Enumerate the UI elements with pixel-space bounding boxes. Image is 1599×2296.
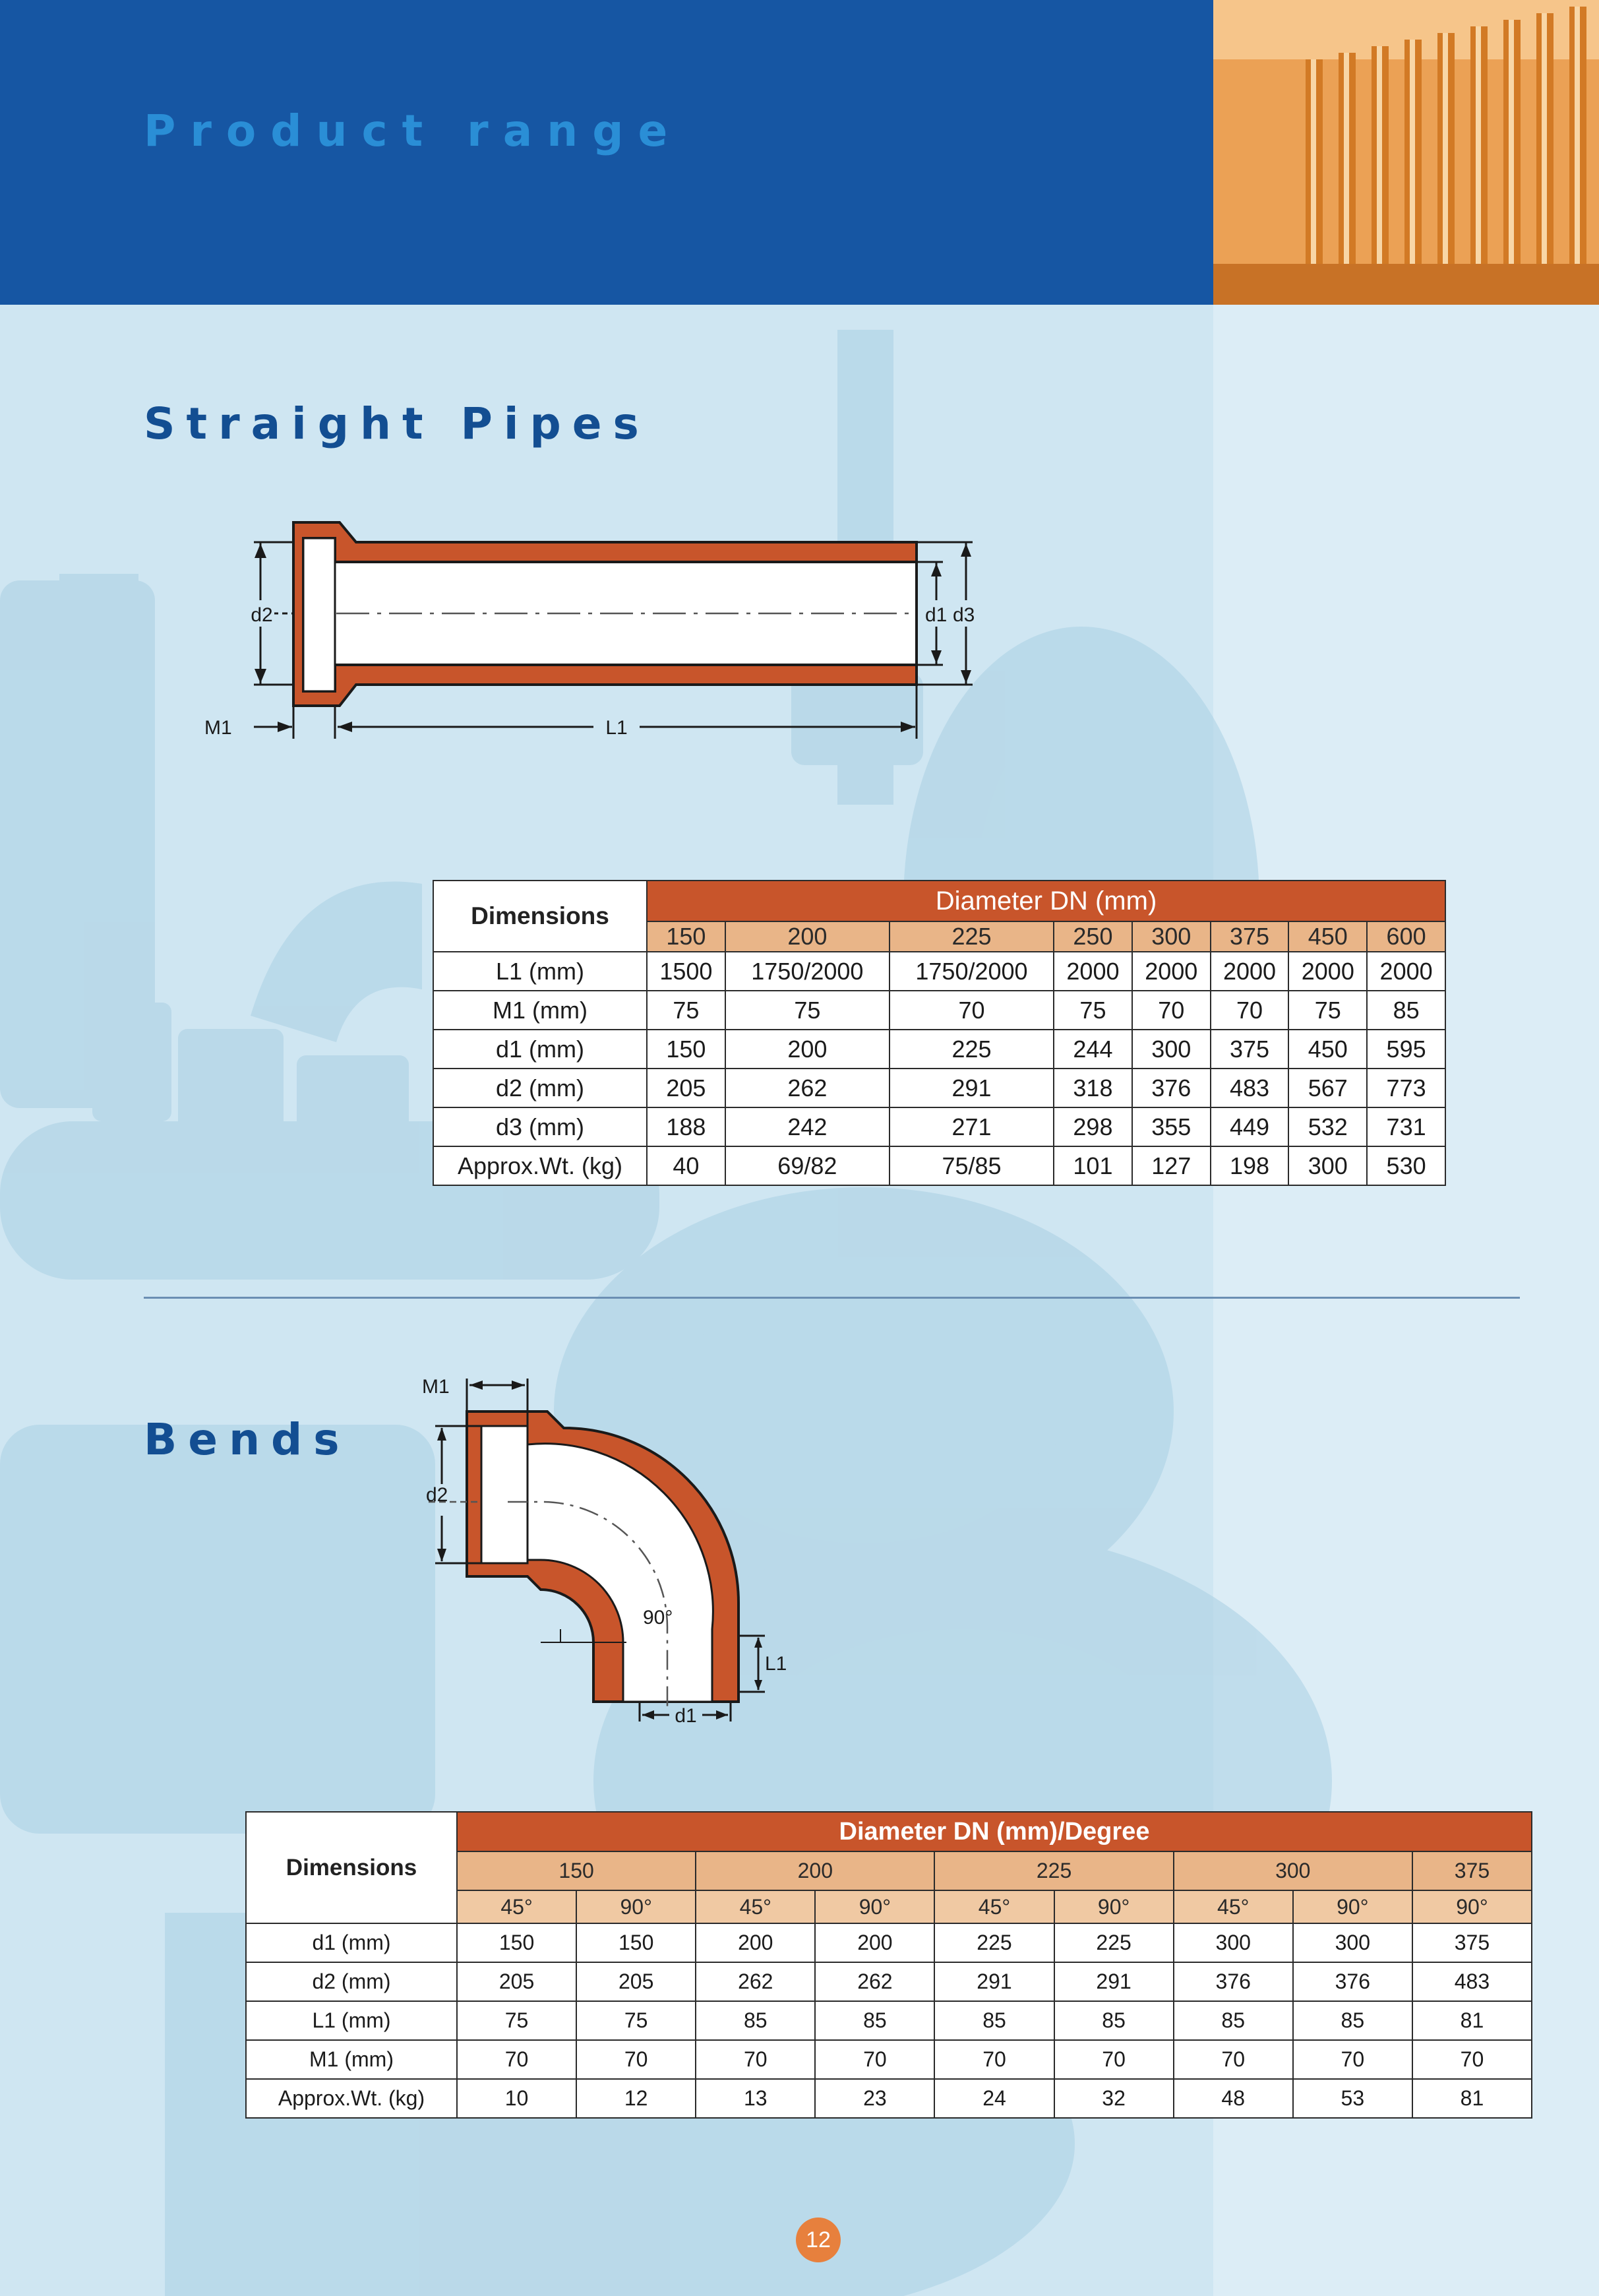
table-row bbox=[433, 991, 1445, 1030]
table-cell: 70 bbox=[457, 2040, 576, 2079]
table-cell: 298 bbox=[1054, 1107, 1132, 1146]
table-cell: 2000 bbox=[1132, 952, 1211, 991]
straight-pipes-title: Straight Pipes bbox=[144, 398, 650, 449]
row-label: M1 (mm) bbox=[246, 2040, 457, 2079]
table-cell: 242 bbox=[725, 1107, 890, 1146]
row-label: L1 (mm) bbox=[246, 2001, 457, 2040]
table-cell: 10 bbox=[457, 2079, 576, 2118]
table-cell: 731 bbox=[1367, 1107, 1445, 1146]
row-label: d2 (mm) bbox=[433, 1069, 647, 1107]
table-cell: 1750/2000 bbox=[725, 952, 890, 991]
table-row bbox=[246, 2001, 1532, 2040]
bend-label-angle: 90° bbox=[643, 1607, 673, 1629]
row-label: Approx.Wt. (kg) bbox=[433, 1146, 647, 1185]
table-cell: 262 bbox=[815, 1962, 934, 2001]
pipe-label-d2: d2 bbox=[251, 604, 273, 626]
table-cell: 53 bbox=[1293, 2079, 1412, 2118]
table-cell: 85 bbox=[1054, 2001, 1174, 2040]
table-row bbox=[433, 1146, 1445, 1185]
pipe-label-d3: d3 bbox=[953, 604, 975, 626]
table-group-header: Diameter DN (mm)/Degree bbox=[457, 1812, 1532, 1851]
pipe-label-d1: d1 bbox=[925, 604, 948, 626]
table-cell: 13 bbox=[696, 2079, 815, 2118]
row-label: Approx.Wt. (kg) bbox=[246, 2079, 457, 2118]
table-cell: 376 bbox=[1174, 1962, 1293, 2001]
degree-header: 90° bbox=[576, 1890, 696, 1923]
table-cell: 75 bbox=[1054, 991, 1132, 1030]
table-cell: 70 bbox=[1211, 991, 1289, 1030]
table-cell: 1750/2000 bbox=[890, 952, 1054, 991]
table-cell: 2000 bbox=[1211, 952, 1289, 991]
table-group-header: Diameter DN (mm) bbox=[647, 881, 1445, 921]
table-row bbox=[433, 1069, 1445, 1107]
table-cell: 532 bbox=[1288, 1107, 1367, 1146]
table-cell: 24 bbox=[934, 2079, 1054, 2118]
size-header: 150 bbox=[457, 1851, 696, 1890]
degree-header: 90° bbox=[1054, 1890, 1174, 1923]
table-cell: 70 bbox=[934, 2040, 1054, 2079]
size-header: 300 bbox=[1174, 1851, 1412, 1890]
table-cell: 300 bbox=[1132, 1030, 1211, 1069]
table-cell: 376 bbox=[1132, 1069, 1211, 1107]
row-label: d2 (mm) bbox=[246, 1962, 457, 2001]
size-header: 375 bbox=[1211, 921, 1289, 952]
table-cell: 70 bbox=[1174, 2040, 1293, 2079]
bend-diagram bbox=[409, 1365, 818, 1735]
straight-pipe-diagram bbox=[198, 514, 1015, 752]
degree-header: 90° bbox=[1293, 1890, 1412, 1923]
table-row bbox=[246, 1962, 1532, 2001]
degree-header: 45° bbox=[457, 1890, 576, 1923]
table-cell: 70 bbox=[576, 2040, 696, 2079]
table-row bbox=[246, 2079, 1532, 2118]
row-label: d1 (mm) bbox=[433, 1030, 647, 1069]
section-divider bbox=[144, 1297, 1520, 1299]
pipe-label-m1: M1 bbox=[204, 717, 232, 739]
table-cell: 70 bbox=[1293, 2040, 1412, 2079]
bend-label-l1: L1 bbox=[765, 1653, 787, 1675]
size-header: 225 bbox=[890, 921, 1054, 952]
table-cell: 300 bbox=[1288, 1146, 1367, 1185]
size-header: 150 bbox=[647, 921, 725, 952]
bends-table bbox=[245, 1811, 1532, 2119]
size-header: 200 bbox=[696, 1851, 934, 1890]
table-cell: 449 bbox=[1211, 1107, 1289, 1146]
row-label: L1 (mm) bbox=[433, 952, 647, 991]
table-cell: 12 bbox=[576, 2079, 696, 2118]
table-cell: 2000 bbox=[1367, 952, 1445, 991]
table-cell: 205 bbox=[457, 1962, 576, 2001]
size-header: 375 bbox=[1412, 1851, 1532, 1890]
table-cell: 225 bbox=[890, 1030, 1054, 1069]
table-cell: 198 bbox=[1211, 1146, 1289, 1185]
size-header: 600 bbox=[1367, 921, 1445, 952]
table-cell: 375 bbox=[1211, 1030, 1289, 1069]
table-cell: 205 bbox=[576, 1962, 696, 2001]
table-cell: 85 bbox=[1293, 2001, 1412, 2040]
size-header: 225 bbox=[934, 1851, 1173, 1890]
table-cell: 75 bbox=[647, 991, 725, 1030]
row-label: d3 (mm) bbox=[433, 1107, 647, 1146]
table-corner-label: Dimensions bbox=[246, 1812, 457, 1923]
table-cell: 2000 bbox=[1054, 952, 1132, 991]
page-header-title: Product range bbox=[144, 106, 682, 156]
table-cell: 85 bbox=[1174, 2001, 1293, 2040]
table-cell: 355 bbox=[1132, 1107, 1211, 1146]
table-cell: 48 bbox=[1174, 2079, 1293, 2118]
table-cell: 300 bbox=[1293, 1923, 1412, 1962]
table-cell: 200 bbox=[725, 1030, 890, 1069]
table-cell: 225 bbox=[934, 1923, 1054, 1962]
table-cell: 85 bbox=[934, 2001, 1054, 2040]
table-cell: 85 bbox=[815, 2001, 934, 2040]
table-cell: 567 bbox=[1288, 1069, 1367, 1107]
degree-header: 90° bbox=[815, 1890, 934, 1923]
table-cell: 291 bbox=[1054, 1962, 1174, 2001]
table-cell: 205 bbox=[647, 1069, 725, 1107]
table-row bbox=[433, 1107, 1445, 1146]
table-cell: 225 bbox=[1054, 1923, 1174, 1962]
table-cell: 40 bbox=[647, 1146, 725, 1185]
table-cell: 244 bbox=[1054, 1030, 1132, 1069]
table-row bbox=[246, 2040, 1532, 2079]
table-cell: 773 bbox=[1367, 1069, 1445, 1107]
header-photo bbox=[1213, 0, 1599, 305]
table-cell: 70 bbox=[1054, 2040, 1174, 2079]
table-cell: 200 bbox=[696, 1923, 815, 1962]
table-cell: 271 bbox=[890, 1107, 1054, 1146]
table-cell: 70 bbox=[696, 2040, 815, 2079]
table-cell: 150 bbox=[457, 1923, 576, 1962]
page-number: 12 bbox=[796, 2218, 841, 2262]
table-cell: 375 bbox=[1412, 1923, 1532, 1962]
table-row bbox=[433, 952, 1445, 991]
table-cell: 75 bbox=[576, 2001, 696, 2040]
table-cell: 75/85 bbox=[890, 1146, 1054, 1185]
size-header: 450 bbox=[1288, 921, 1367, 952]
bend-label-d2: d2 bbox=[426, 1484, 448, 1506]
table-cell: 450 bbox=[1288, 1030, 1367, 1069]
row-label: M1 (mm) bbox=[433, 991, 647, 1030]
size-header: 250 bbox=[1054, 921, 1132, 952]
table-cell: 291 bbox=[890, 1069, 1054, 1107]
bends-title: Bends bbox=[144, 1414, 351, 1465]
table-cell: 75 bbox=[1288, 991, 1367, 1030]
table-cell: 1500 bbox=[647, 952, 725, 991]
row-label: d1 (mm) bbox=[246, 1923, 457, 1962]
pipe-label-l1: L1 bbox=[605, 717, 628, 739]
table-cell: 32 bbox=[1054, 2079, 1174, 2118]
table-cell: 262 bbox=[696, 1962, 815, 2001]
degree-header: 45° bbox=[934, 1890, 1054, 1923]
bend-label-m1: M1 bbox=[422, 1376, 450, 1398]
table-cell: 85 bbox=[696, 2001, 815, 2040]
table-cell: 85 bbox=[1367, 991, 1445, 1030]
table-cell: 101 bbox=[1054, 1146, 1132, 1185]
bend-label-d1: d1 bbox=[675, 1705, 697, 1727]
table-corner-label: Dimensions bbox=[433, 881, 647, 952]
table-cell: 70 bbox=[815, 2040, 934, 2079]
table-cell: 376 bbox=[1293, 1962, 1412, 2001]
table-cell: 150 bbox=[576, 1923, 696, 1962]
table-cell: 483 bbox=[1412, 1962, 1532, 2001]
table-cell: 23 bbox=[815, 2079, 934, 2118]
degree-header: 45° bbox=[696, 1890, 815, 1923]
table-cell: 300 bbox=[1174, 1923, 1293, 1962]
table-cell: 70 bbox=[1412, 2040, 1532, 2079]
degree-header: 90° bbox=[1412, 1890, 1532, 1923]
table-cell: 75 bbox=[725, 991, 890, 1030]
table-cell: 70 bbox=[1132, 991, 1211, 1030]
table-cell: 150 bbox=[647, 1030, 725, 1069]
table-cell: 262 bbox=[725, 1069, 890, 1107]
table-cell: 2000 bbox=[1288, 952, 1367, 991]
table-row bbox=[246, 1923, 1532, 1962]
table-cell: 318 bbox=[1054, 1069, 1132, 1107]
table-cell: 70 bbox=[890, 991, 1054, 1030]
table-cell: 75 bbox=[457, 2001, 576, 2040]
table-cell: 595 bbox=[1367, 1030, 1445, 1069]
table-cell: 81 bbox=[1412, 2001, 1532, 2040]
table-row bbox=[433, 1030, 1445, 1069]
table-cell: 200 bbox=[815, 1923, 934, 1962]
size-header: 300 bbox=[1132, 921, 1211, 952]
degree-header: 45° bbox=[1174, 1890, 1293, 1923]
size-header: 200 bbox=[725, 921, 890, 952]
table-cell: 69/82 bbox=[725, 1146, 890, 1185]
straight-pipes-table bbox=[433, 880, 1446, 1186]
table-cell: 291 bbox=[934, 1962, 1054, 2001]
table-cell: 188 bbox=[647, 1107, 725, 1146]
table-cell: 81 bbox=[1412, 2079, 1532, 2118]
table-cell: 530 bbox=[1367, 1146, 1445, 1185]
table-cell: 127 bbox=[1132, 1146, 1211, 1185]
table-cell: 483 bbox=[1211, 1069, 1289, 1107]
